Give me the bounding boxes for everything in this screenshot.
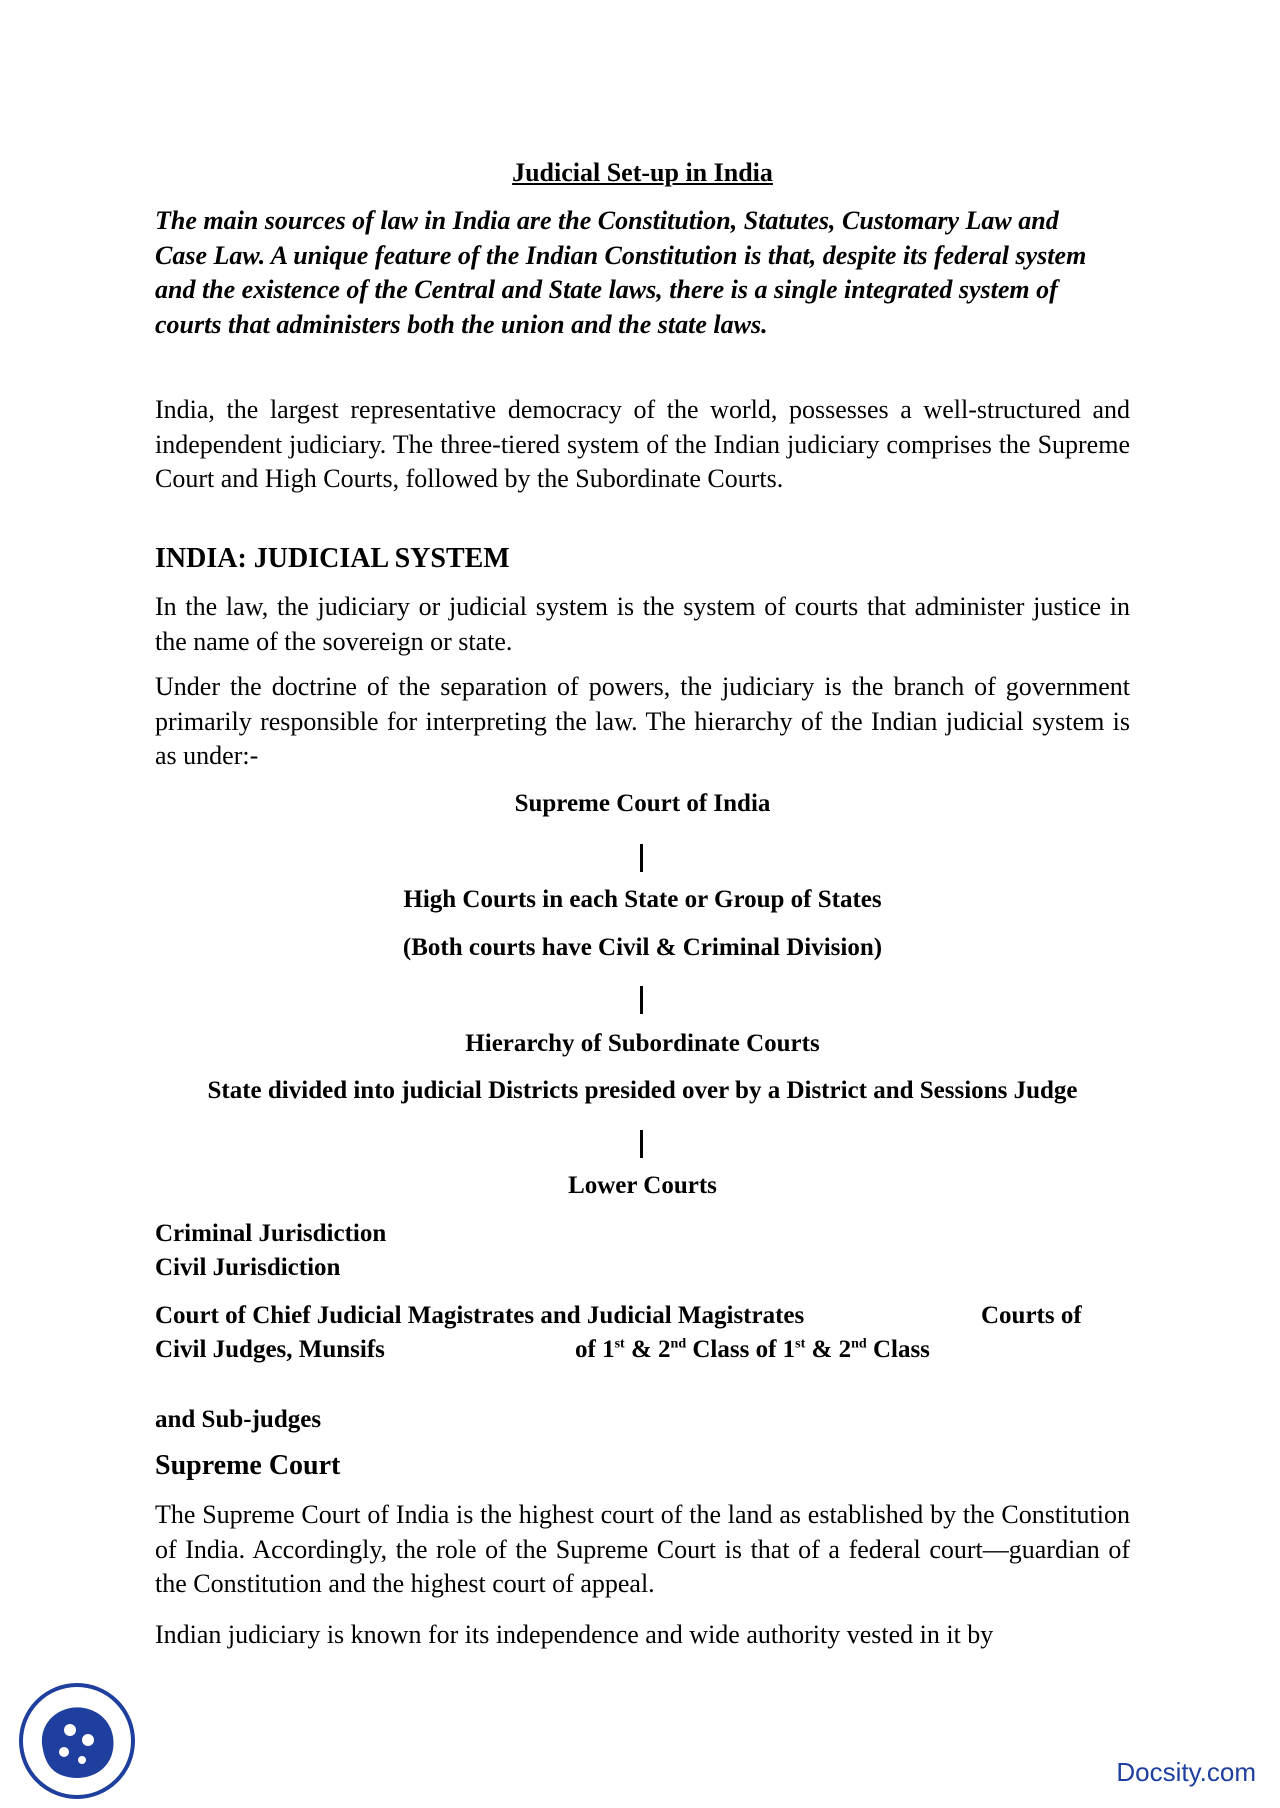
class-label — [575, 1336, 930, 1364]
courts-of-label: Courts of — [981, 1302, 1082, 1329]
hierarchy-high-courts-note: (Both courts have Civil & Criminal Division) — [402, 934, 883, 961]
hierarchy-connector — [640, 844, 643, 872]
hierarchy-connector — [640, 986, 643, 1014]
paragraph-judiciary-definition: In the law, the judiciary or judicial system is the system of courts that administer justice in the name of the sovereign or state. — [155, 592, 1130, 656]
docsity-logo-icon — [18, 1682, 136, 1800]
paragraph-supreme-court: The Supreme Court of India is the highest court of the land as established by the Constitution of India. Accordingly, the role of the Supreme Court is that of a federal court—guardian of the Constitution and the highest court of appeal. — [155, 1500, 1130, 1598]
intro-paragraph: The main sources of law in India are the Constitution, Statutes, Customary Law and Case Law. A unique feature of the Indian Constitution is that, despite its federal system and the existence of the Central and State laws, there is a single integrated system of courts that administers both the union and the state laws. — [155, 206, 1087, 339]
superscript-nd: nd — [670, 1336, 687, 1352]
class-text: Class — [866, 1336, 930, 1363]
docsity-brand-link[interactable]: Docsity.com — [1116, 1757, 1256, 1787]
superscript-st: st — [795, 1336, 806, 1352]
paragraph-india-judiciary: India, the largest representative democracy of the world, possesses a well-structured and independent judiciary. The three-tiered system of the Indian judiciary comprises the Supreme Court and High Courts, followed by the Subordinate Courts. — [155, 395, 1130, 493]
sub-judges-label: and Sub-judges — [155, 1406, 322, 1433]
hierarchy-subordinate-courts: Hierarchy of Subordinate Courts — [465, 1030, 820, 1057]
superscript-st: st — [614, 1336, 625, 1352]
superscript-nd: nd — [851, 1336, 867, 1352]
hierarchy-connector — [640, 1130, 643, 1158]
hierarchy-high-courts: High Courts in each State or Group of States — [403, 886, 882, 913]
section-heading-supreme-court: Supreme Court — [155, 1450, 341, 1481]
section-heading-judicial-system: INDIA: JUDICIAL SYSTEM — [155, 543, 510, 574]
chief-magistrates-label: Court of Chief Judicial Magistrates and Judicial Magistrates — [155, 1302, 805, 1329]
class-text: & 2 — [805, 1336, 852, 1363]
hierarchy-lower-courts: Lower Courts — [568, 1172, 717, 1199]
hierarchy-supreme-court: Supreme Court of India — [514, 790, 771, 817]
class-text: & 2 — [624, 1336, 671, 1363]
page-title: Judicial Set-up in India — [512, 158, 773, 187]
paragraph-separation-of-powers: Under the doctrine of the separation of powers, the judiciary is the branch of government primarily responsible for interpreting the law. The hierarchy of the Indian judicial system is as under:- — [155, 672, 1130, 770]
criminal-jurisdiction-label: Criminal Jurisdiction — [155, 1220, 387, 1247]
paragraph-independence: Indian judiciary is known for its independence and wide authority vested in it by — [155, 1620, 994, 1649]
class-text: Class of 1 — [686, 1336, 796, 1363]
hierarchy-districts: State divided into judicial Districts presided over by a District and Sessions Judge — [207, 1077, 1078, 1104]
civil-jurisdiction-label: Civil Jurisdiction — [155, 1254, 341, 1281]
civil-judges-label: Civil Judges, Munsifs — [155, 1336, 385, 1363]
class-text: of 1 — [575, 1336, 615, 1363]
